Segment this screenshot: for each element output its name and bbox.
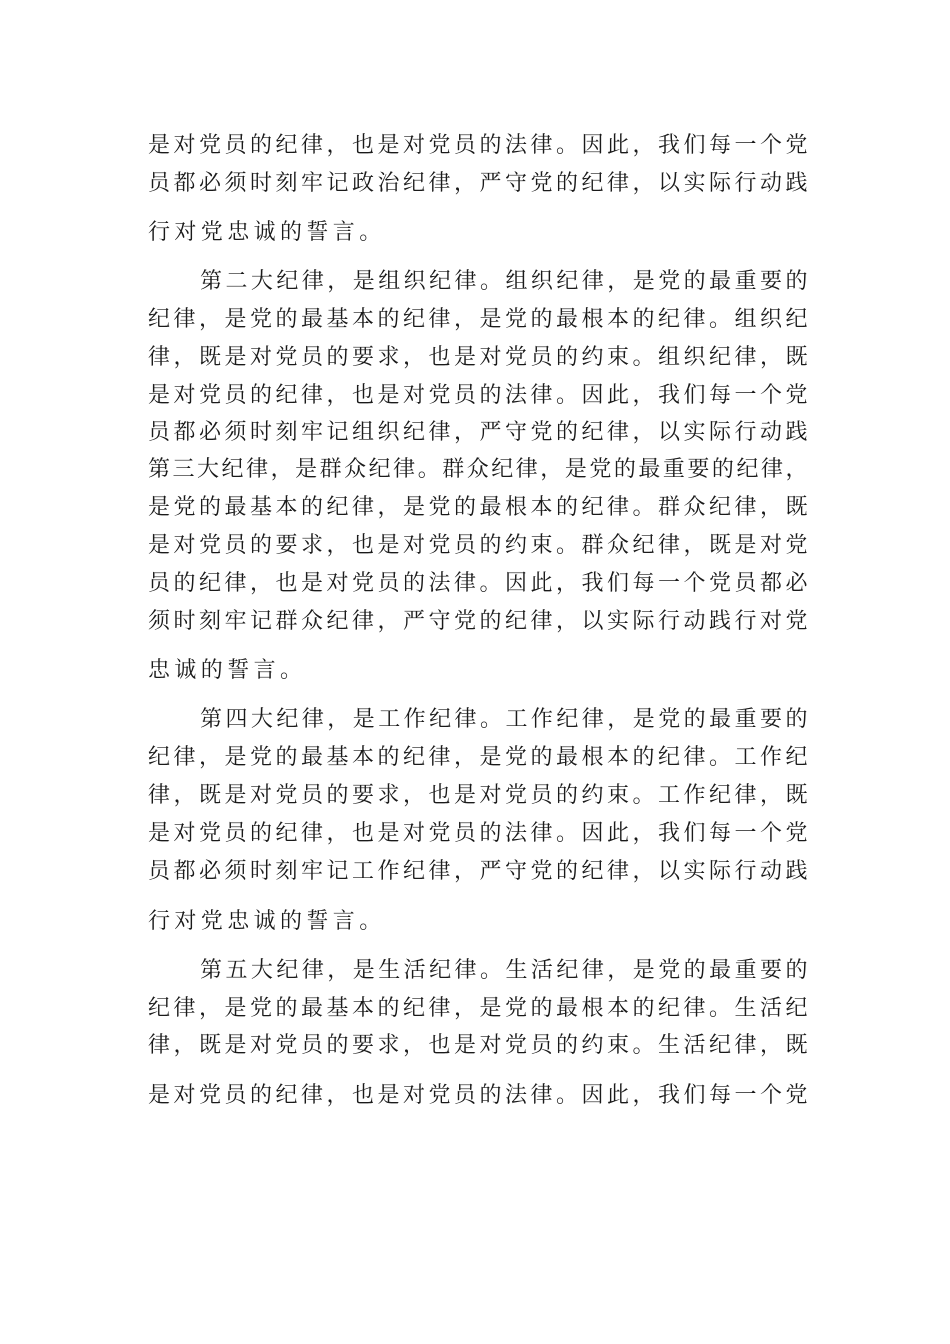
text-line: 是对党员的纪律，也是对党员的法律。因此，我们每一个党: [148, 383, 808, 408]
text-line: 纪律，是党的最基本的纪律，是党的最根本的纪律。组织纪: [148, 307, 808, 332]
paragraph-first-line: 第四大纪律，是工作纪律。工作纪律，是党的最重要的: [200, 707, 808, 732]
text-line: 律，既是对党员的要求，也是对党员的约束。组织纪律，既: [148, 345, 808, 370]
text-line: 律，既是对党员的要求，也是对党员的约束。工作纪律，既: [148, 783, 808, 808]
text-line: 员都必须时刻牢记政治纪律，严守党的纪律，以实际行动践: [148, 171, 808, 196]
text-line: 员的纪律，也是对党员的法律。因此，我们每一个党员都必: [148, 571, 808, 596]
text-line: 员都必须时刻牢记工作纪律，严守党的纪律，以实际行动践: [148, 859, 808, 884]
text-line: 是对党员的要求，也是对党员的约束。群众纪律，既是对党: [148, 533, 808, 558]
text-line: 是对党员的纪律，也是对党员的法律。因此，我们每一个党: [148, 133, 808, 158]
text-line: 纪律，是党的最基本的纪律，是党的最根本的纪律。工作纪: [148, 745, 808, 770]
text-line: 纪律，是党的最基本的纪律，是党的最根本的纪律。生活纪: [148, 996, 808, 1021]
text-line: 律，既是对党员的要求，也是对党员的约束。生活纪律，既: [148, 1033, 808, 1058]
paragraph-first-line: 第二大纪律，是组织纪律。组织纪律，是党的最重要的: [200, 269, 808, 294]
text-line: 第三大纪律，是群众纪律。群众纪律，是党的最重要的纪律，: [148, 457, 808, 482]
text-line: 员都必须时刻牢记组织纪律，严守党的纪律，以实际行动践: [148, 420, 808, 445]
text-line: 行对党忠诚的誓言。: [148, 909, 386, 934]
paragraph-first-line: 第五大纪律，是生活纪律。生活纪律，是党的最重要的: [200, 958, 808, 983]
text-line: 是对党员的纪律，也是对党员的法律。因此，我们每一个党: [148, 1083, 808, 1108]
text-line: 须时刻牢记群众纪律，严守党的纪律，以实际行动践行对党: [148, 609, 808, 634]
text-line: 是对党员的纪律，也是对党员的法律。因此，我们每一个党: [148, 821, 808, 846]
text-line: 忠诚的誓言。: [148, 658, 307, 683]
text-line: 行对党忠诚的誓言。: [148, 220, 386, 245]
text-line: 是党的最基本的纪律，是党的最根本的纪律。群众纪律，既: [148, 495, 808, 520]
